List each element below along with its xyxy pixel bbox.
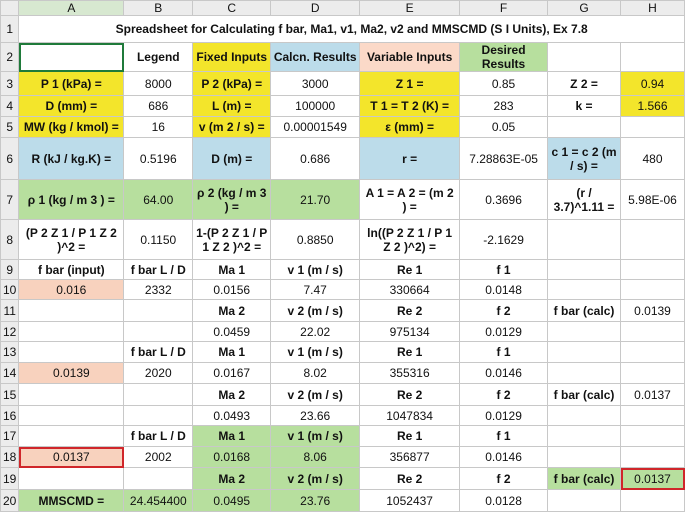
row-header-3[interactable]: 3: [1, 72, 19, 96]
cell-b13[interactable]: f bar L / D: [124, 342, 193, 363]
cell-f16[interactable]: 0.0129: [460, 406, 548, 426]
cell-e15[interactable]: Re 2: [360, 384, 460, 406]
cell-e4[interactable]: T 1 = T 2 (K) =: [360, 96, 460, 117]
cell-d9[interactable]: v 1 (m / s): [271, 260, 360, 280]
cell-h7[interactable]: 5.98E-06: [621, 180, 685, 220]
cell-c17[interactable]: Ma 1: [193, 426, 271, 447]
cell-b10[interactable]: 2332: [124, 280, 193, 300]
row-header-20[interactable]: 20: [1, 490, 19, 512]
cell-f6[interactable]: 7.28863E-05: [460, 138, 548, 180]
cell-a20[interactable]: MMSCMD =: [19, 490, 124, 512]
cell-f12[interactable]: 0.0129: [460, 322, 548, 342]
cell-g7[interactable]: (r / 3.7)^1.11 =: [548, 180, 621, 220]
col-header-d[interactable]: D: [271, 1, 360, 16]
row-header-18[interactable]: 18: [1, 447, 19, 468]
cell-g16[interactable]: [548, 406, 621, 426]
cell-d18[interactable]: 8.06: [271, 447, 360, 468]
cell-a3[interactable]: P 1 (kPa) =: [19, 72, 124, 96]
cell-c8[interactable]: 1-(P 2 Z 1 / P 1 Z 2 )^2 =: [193, 220, 271, 260]
col-header-e[interactable]: E: [360, 1, 460, 16]
variable-inputs-header[interactable]: Variable Inputs: [360, 43, 460, 72]
cell-f4[interactable]: 283: [460, 96, 548, 117]
cell-b18[interactable]: 2002: [124, 447, 193, 468]
cell-a2[interactable]: [19, 43, 124, 72]
cell-h12[interactable]: [621, 322, 685, 342]
cell-c20[interactable]: 0.0495: [193, 490, 271, 512]
cell-h6[interactable]: 480: [621, 138, 685, 180]
cell-g17[interactable]: [548, 426, 621, 447]
cell-g12[interactable]: [548, 322, 621, 342]
cell-d19[interactable]: v 2 (m / s): [271, 468, 360, 490]
cell-d10[interactable]: 7.47: [271, 280, 360, 300]
cell-b9[interactable]: f bar L / D: [124, 260, 193, 280]
fixed-inputs-header[interactable]: Fixed Inputs: [193, 43, 271, 72]
cell-b20[interactable]: 24.454400: [124, 490, 193, 512]
cell-d12[interactable]: 22.02: [271, 322, 360, 342]
row-header-15[interactable]: 15: [1, 384, 19, 406]
cell-a15[interactable]: [19, 384, 124, 406]
cell-h15[interactable]: 0.0137: [621, 384, 685, 406]
col-header-f[interactable]: F: [460, 1, 548, 16]
row-header-14[interactable]: 14: [1, 363, 19, 384]
cell-d8[interactable]: 0.8850: [271, 220, 360, 260]
row-header-5[interactable]: 5: [1, 117, 19, 138]
cell-c19[interactable]: Ma 2: [193, 468, 271, 490]
cell-a5[interactable]: MW (kg / kmol) =: [19, 117, 124, 138]
cell-g15[interactable]: f bar (calc): [548, 384, 621, 406]
row-header-17[interactable]: 17: [1, 426, 19, 447]
cell-a7[interactable]: ρ 1 (kg / m 3 ) =: [19, 180, 124, 220]
cell-b6[interactable]: 0.5196: [124, 138, 193, 180]
col-header-c[interactable]: C: [193, 1, 271, 16]
cell-h2[interactable]: [621, 43, 685, 72]
cell-g14[interactable]: [548, 363, 621, 384]
col-header-h[interactable]: H: [621, 1, 685, 16]
cell-d13[interactable]: v 1 (m / s): [271, 342, 360, 363]
cell-g20[interactable]: [548, 490, 621, 512]
cell-b5[interactable]: 16: [124, 117, 193, 138]
cell-c7[interactable]: ρ 2 (kg / m 3 ) =: [193, 180, 271, 220]
cell-a9[interactable]: f bar (input): [19, 260, 124, 280]
cell-g3[interactable]: Z 2 =: [548, 72, 621, 96]
cell-a11[interactable]: [19, 300, 124, 322]
cell-d7[interactable]: 21.70: [271, 180, 360, 220]
cell-g10[interactable]: [548, 280, 621, 300]
cell-c10[interactable]: 0.0156: [193, 280, 271, 300]
cell-f11[interactable]: f 2: [460, 300, 548, 322]
cell-f13[interactable]: f 1: [460, 342, 548, 363]
cell-c14[interactable]: 0.0167: [193, 363, 271, 384]
cell-g2[interactable]: [548, 43, 621, 72]
cell-e11[interactable]: Re 2: [360, 300, 460, 322]
cell-f9[interactable]: f 1: [460, 260, 548, 280]
cell-f19[interactable]: f 2: [460, 468, 548, 490]
cell-b16[interactable]: [124, 406, 193, 426]
cell-d3[interactable]: 3000: [271, 72, 360, 96]
row-header-12[interactable]: 12: [1, 322, 19, 342]
cell-b4[interactable]: 686: [124, 96, 193, 117]
row-header-13[interactable]: 13: [1, 342, 19, 363]
cell-d14[interactable]: 8.02: [271, 363, 360, 384]
cell-h11[interactable]: 0.0139: [621, 300, 685, 322]
cell-d20[interactable]: 23.76: [271, 490, 360, 512]
cell-d16[interactable]: 23.66: [271, 406, 360, 426]
cell-a17[interactable]: [19, 426, 124, 447]
cell-e14[interactable]: 355316: [360, 363, 460, 384]
cell-f8[interactable]: -2.1629: [460, 220, 548, 260]
cell-f20[interactable]: 0.0128: [460, 490, 548, 512]
cell-h18[interactable]: [621, 447, 685, 468]
cell-c3[interactable]: P 2 (kPa) =: [193, 72, 271, 96]
row-header-19[interactable]: 19: [1, 468, 19, 490]
cell-e9[interactable]: Re 1: [360, 260, 460, 280]
cell-c18[interactable]: 0.0168: [193, 447, 271, 468]
cell-e16[interactable]: 1047834: [360, 406, 460, 426]
cell-h8[interactable]: [621, 220, 685, 260]
cell-h14[interactable]: [621, 363, 685, 384]
cell-a19[interactable]: [19, 468, 124, 490]
cell-c16[interactable]: 0.0493: [193, 406, 271, 426]
cell-e17[interactable]: Re 1: [360, 426, 460, 447]
cell-c12[interactable]: 0.0459: [193, 322, 271, 342]
cell-a12[interactable]: [19, 322, 124, 342]
cell-d5[interactable]: 0.00001549: [271, 117, 360, 138]
row-header-7[interactable]: 7: [1, 180, 19, 220]
cell-h9[interactable]: [621, 260, 685, 280]
cell-c9[interactable]: Ma 1: [193, 260, 271, 280]
calcn-results-header[interactable]: Calcn. Results: [271, 43, 360, 72]
cell-a4[interactable]: D (mm) =: [19, 96, 124, 117]
cell-b8[interactable]: 0.1150: [124, 220, 193, 260]
cell-a13[interactable]: [19, 342, 124, 363]
cell-b11[interactable]: [124, 300, 193, 322]
row-header-10[interactable]: 10: [1, 280, 19, 300]
cell-b15[interactable]: [124, 384, 193, 406]
cell-f10[interactable]: 0.0148: [460, 280, 548, 300]
cell-h3[interactable]: 0.94: [621, 72, 685, 96]
cell-h10[interactable]: [621, 280, 685, 300]
cell-f5[interactable]: 0.05: [460, 117, 548, 138]
cell-c5[interactable]: v (m 2 / s) =: [193, 117, 271, 138]
cell-a8[interactable]: (P 2 Z 1 / P 1 Z 2 )^2 =: [19, 220, 124, 260]
cell-a16[interactable]: [19, 406, 124, 426]
cell-d6[interactable]: 0.686: [271, 138, 360, 180]
cell-b12[interactable]: [124, 322, 193, 342]
cell-f18[interactable]: 0.0146: [460, 447, 548, 468]
cell-b19[interactable]: [124, 468, 193, 490]
row-header-1[interactable]: 1: [1, 16, 19, 43]
cell-g4[interactable]: k =: [548, 96, 621, 117]
cell-e19[interactable]: Re 2: [360, 468, 460, 490]
cell-h19[interactable]: 0.0137: [621, 468, 685, 490]
cell-e7[interactable]: A 1 = A 2 = (m 2 ) =: [360, 180, 460, 220]
cell-c4[interactable]: L (m) =: [193, 96, 271, 117]
cell-d11[interactable]: v 2 (m / s): [271, 300, 360, 322]
cell-a10[interactable]: 0.016: [19, 280, 124, 300]
cell-g19[interactable]: f bar (calc): [548, 468, 621, 490]
cell-b17[interactable]: f bar L / D: [124, 426, 193, 447]
cell-b14[interactable]: 2020: [124, 363, 193, 384]
cell-d17[interactable]: v 1 (m / s): [271, 426, 360, 447]
row-header-6[interactable]: 6: [1, 138, 19, 180]
cell-c6[interactable]: D (m) =: [193, 138, 271, 180]
cell-h17[interactable]: [621, 426, 685, 447]
cell-e5[interactable]: ε (mm) =: [360, 117, 460, 138]
cell-f17[interactable]: f 1: [460, 426, 548, 447]
col-header-g[interactable]: G: [548, 1, 621, 16]
col-header-b[interactable]: B: [124, 1, 193, 16]
cell-g8[interactable]: [548, 220, 621, 260]
cell-c13[interactable]: Ma 1: [193, 342, 271, 363]
row-header-16[interactable]: 16: [1, 406, 19, 426]
cell-h16[interactable]: [621, 406, 685, 426]
cell-g13[interactable]: [548, 342, 621, 363]
cell-a18[interactable]: 0.0137: [19, 447, 124, 468]
row-header-4[interactable]: 4: [1, 96, 19, 117]
legend-header[interactable]: Legend: [124, 43, 193, 72]
cell-d15[interactable]: v 2 (m / s): [271, 384, 360, 406]
cell-e12[interactable]: 975134: [360, 322, 460, 342]
row-header-2[interactable]: 2: [1, 43, 19, 72]
row-header-8[interactable]: 8: [1, 220, 19, 260]
cell-g9[interactable]: [548, 260, 621, 280]
cell-g6[interactable]: c 1 = c 2 (m / s) =: [548, 138, 621, 180]
cell-g11[interactable]: f bar (calc): [548, 300, 621, 322]
cell-e8[interactable]: ln((P 2 Z 1 / P 1 Z 2 )^2) =: [360, 220, 460, 260]
sheet-title[interactable]: Spreadsheet for Calculating f bar, Ma1, v1, Ma2, v2 and MMSCMD (S I Units), Ex 7.8: [19, 16, 685, 43]
cell-e3[interactable]: Z 1 =: [360, 72, 460, 96]
cell-e13[interactable]: Re 1: [360, 342, 460, 363]
cell-c11[interactable]: Ma 2: [193, 300, 271, 322]
cell-h5[interactable]: [621, 117, 685, 138]
cell-e6[interactable]: r =: [360, 138, 460, 180]
cell-a6[interactable]: R (kJ / kg.K) =: [19, 138, 124, 180]
cell-b3[interactable]: 8000: [124, 72, 193, 96]
row-header-11[interactable]: 11: [1, 300, 19, 322]
row-header-9[interactable]: 9: [1, 260, 19, 280]
cell-h4[interactable]: 1.566: [621, 96, 685, 117]
cell-g5[interactable]: [548, 117, 621, 138]
cell-e18[interactable]: 356877: [360, 447, 460, 468]
cell-e10[interactable]: 330664: [360, 280, 460, 300]
cell-h20[interactable]: [621, 490, 685, 512]
cell-f7[interactable]: 0.3696: [460, 180, 548, 220]
cell-g18[interactable]: [548, 447, 621, 468]
desired-results-header[interactable]: Desired Results: [460, 43, 548, 72]
select-all-corner[interactable]: [1, 1, 19, 16]
cell-b7[interactable]: 64.00: [124, 180, 193, 220]
cell-c15[interactable]: Ma 2: [193, 384, 271, 406]
cell-e20[interactable]: 1052437: [360, 490, 460, 512]
col-header-a[interactable]: A: [19, 1, 124, 16]
cell-a14[interactable]: 0.0139: [19, 363, 124, 384]
cell-h13[interactable]: [621, 342, 685, 363]
cell-f14[interactable]: 0.0146: [460, 363, 548, 384]
cell-f15[interactable]: f 2: [460, 384, 548, 406]
cell-f3[interactable]: 0.85: [460, 72, 548, 96]
cell-d4[interactable]: 100000: [271, 96, 360, 117]
